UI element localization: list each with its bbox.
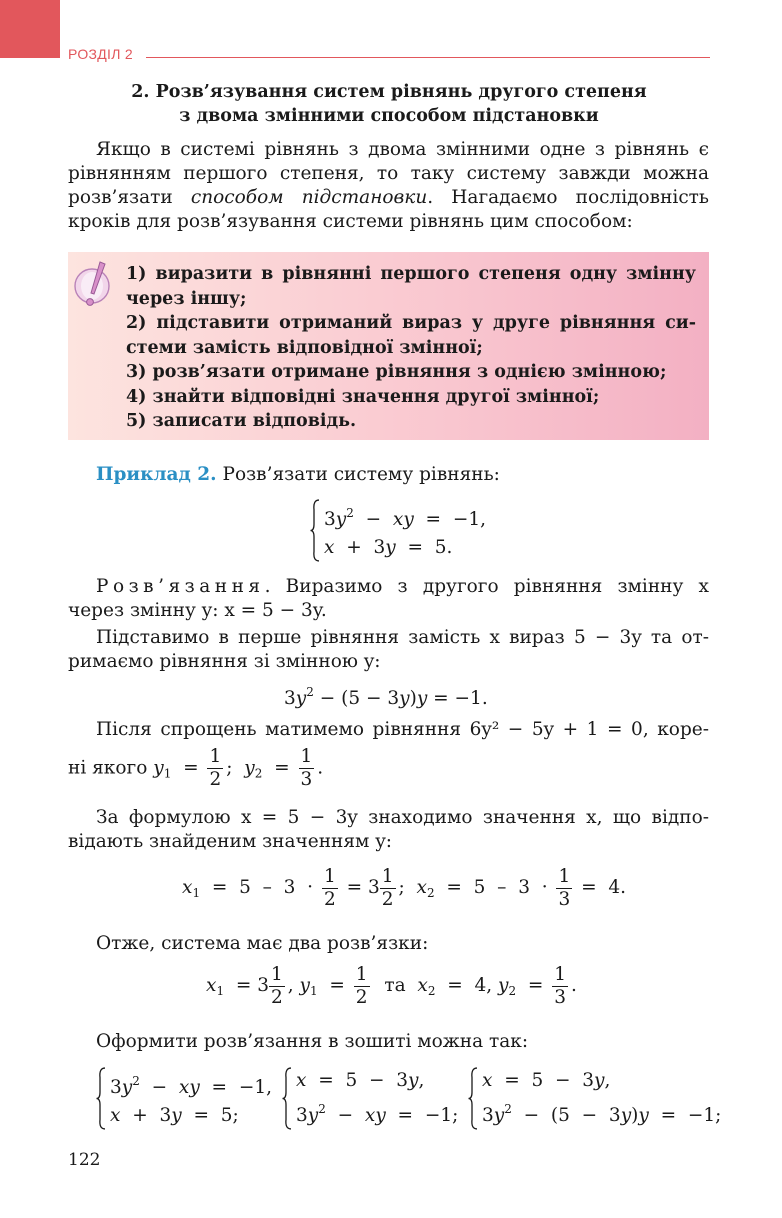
equation: x + 3y = 5. — [324, 537, 453, 558]
solution-line: Після спрощень матимемо рівняння 6y² − 5y + 1 = 0, коре- — [96, 719, 709, 740]
solution-paragraph-5 — [68, 932, 709, 956]
substituted-equation: $3y^2 - (5 - 3y)y = -1$. — [284, 685, 488, 709]
solution-line: За формулою x = 5 − 3y знаходимо значення x, що відпо- — [96, 807, 709, 828]
steps-box — [68, 252, 709, 440]
page-number: 122 — [68, 1150, 101, 1170]
chapter-label: РОЗДІЛ 2 — [68, 46, 134, 62]
roots-line: ні якого $y_1$ = $\frac{1}{2}$ ; $y_2$ = $\frac{1}{3}$ . — [68, 746, 324, 790]
solution-paragraph-4 — [68, 806, 709, 854]
section-title-line-2: з двома змінними способом підстановки — [179, 106, 599, 126]
example-heading — [68, 463, 709, 487]
intro-line: Якщо в системі рівнянь з двома змінними одне з рівнянь є — [96, 139, 709, 160]
step-item: 5) записати відповідь. — [126, 411, 357, 431]
solution-text: . Виразимо з другого рівняння змінну x — [264, 576, 709, 597]
steps-list — [126, 262, 696, 434]
example-text: Розв’язати систему рівнянь: — [216, 464, 500, 485]
step-item: 4) знайти відповідні значення другої змінної; — [126, 386, 600, 407]
solution-paragraph-2 — [68, 626, 709, 674]
notebook-system-2 — [282, 1067, 458, 1130]
intro-line: кроків для розв’язування системи рівнянь цим способом: — [68, 211, 633, 232]
step-item: стеми замість відповідної змінної; — [126, 337, 483, 358]
solution-line: через змінну y: x = 5 − 3y. — [68, 600, 327, 621]
equation: x + 3y = 5; — [110, 1105, 239, 1126]
step-item: через іншу; — [126, 288, 247, 309]
intro-text: . Нагадаємо послідовність — [427, 187, 709, 208]
solution-paragraph-6 — [68, 1030, 709, 1054]
step-item: 1) виразити в рівнянні першого степеня одну змінну — [126, 264, 696, 284]
equation: $3y^2$ − xy = −1, — [324, 506, 486, 530]
equation: $3y^2$ − xy = −1, — [110, 1074, 272, 1098]
step-item: 2) підставити отриманий вираз у друге рівняння си- — [126, 313, 696, 333]
left-brace-icon — [310, 499, 320, 562]
exclamation-icon — [72, 258, 118, 314]
section-title-line-1: 2. Розв’язування систем рівнянь другого степеня — [131, 82, 647, 102]
solution-line — [68, 575, 709, 599]
solution-line: римаємо рівняння зі змінною y: — [68, 651, 381, 672]
section-title — [68, 80, 710, 128]
intro-text: розв’язати — [68, 187, 191, 208]
intro-line: рівнянням першого степеня, то таку систему завжди можна — [68, 163, 709, 184]
solution-line: Підставимо в перше рівняння замість x вираз 5 − 3y та от- — [96, 627, 709, 648]
solution-paragraph-1 — [68, 575, 709, 623]
example-label: Приклад 2. — [96, 464, 217, 485]
equation: x = 5 − 3y, — [482, 1070, 611, 1091]
equation-system — [310, 499, 486, 562]
equation: $3y^2 - (5 - 3y)y = -1$; — [482, 1102, 722, 1126]
x-values-formula: $x_1 = 5 - 3$ · $\frac{1}{2}$ = 3 $\frac{1}{2}$ ; $x_2 = 5 - 3$ · $\frac{1}{3}$ = 4. — [182, 865, 627, 910]
solution-word: Розв’язання — [96, 576, 265, 597]
left-brace-icon — [282, 1067, 292, 1130]
intro-line — [68, 186, 709, 210]
example-line — [68, 464, 500, 485]
answer-formula: $x_1 = 3$ $\frac{1}{2}$ , $y_1$ = $\frac{1}{2}$ та $x_2 = 4$, $y_2$ = $\frac{1}{3}$ . — [206, 963, 577, 1008]
equation: $3y^2$ − xy = −1; — [296, 1102, 459, 1126]
solution-paragraph-3 — [68, 718, 709, 742]
corner-tab — [0, 0, 60, 58]
solution-line: відають знайденим значенням y: — [68, 831, 393, 852]
solution-line: Отже, система має два розв’язки: — [96, 933, 429, 954]
solution-line: Оформити розв’язання в зошиті можна так: — [96, 1031, 529, 1052]
step-item: 3) розв’язати отримане рівняння з однією змінною; — [126, 362, 667, 382]
intro-paragraph — [68, 138, 709, 234]
left-brace-icon — [468, 1067, 478, 1130]
notebook-system-1 — [96, 1067, 272, 1130]
left-brace-icon — [96, 1067, 106, 1130]
answer-and: та — [384, 975, 406, 996]
equation: x = 5 − 3y, — [296, 1070, 425, 1091]
notebook-system-3 — [468, 1067, 721, 1130]
solution-text: ні якого — [68, 757, 148, 779]
intro-emphasis: способом підстановки — [190, 187, 428, 208]
chapter-rule — [146, 57, 710, 58]
